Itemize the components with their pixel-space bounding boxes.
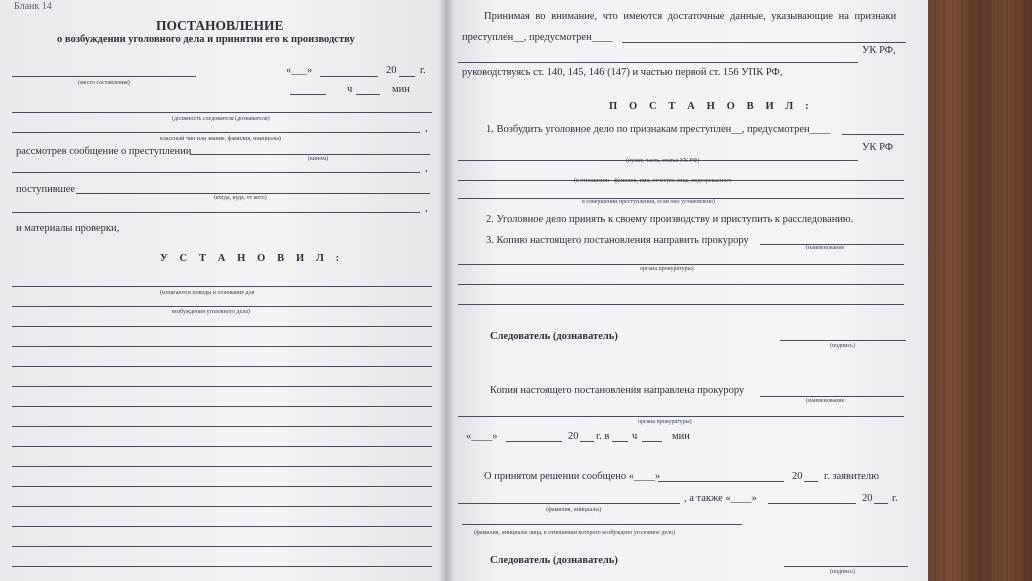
signature-line: [780, 340, 906, 341]
place-caption: (место составления): [78, 80, 130, 86]
comma: ,: [425, 123, 428, 134]
date-year-line: [399, 76, 415, 77]
considered-line: [190, 154, 430, 155]
organ-line: [458, 264, 904, 265]
notified-year-line: [804, 481, 818, 482]
text-line: [12, 506, 432, 507]
crime-caption: в совершении преступления, если оно установлено): [582, 199, 715, 205]
applicant-name-line: [458, 503, 680, 504]
reasons-caption-2: возбуждения уголовного дела): [172, 309, 250, 315]
text-line: [12, 326, 432, 327]
text-line: [12, 466, 432, 467]
text-line: [12, 386, 432, 387]
copy-organ-line: [458, 416, 904, 417]
right-page: [446, 0, 928, 581]
intro-line-3: [458, 62, 858, 63]
copy-hour-unit: ч: [632, 431, 638, 442]
copy-minute-line: [642, 441, 662, 442]
notified-text: О принятом решении сообщено «____»: [484, 471, 661, 482]
intro-line-2-fill: [622, 42, 906, 43]
copy-minute-unit: мин: [672, 431, 690, 442]
text-line: [12, 366, 432, 367]
guided-text: руководствуясь ст. 140, 145, 146 (147) и частью первой ст. 156 УПК РФ,: [462, 67, 783, 78]
text-line: [12, 526, 432, 527]
considered-line-2: [12, 172, 420, 173]
text-line: [12, 566, 432, 567]
received-line-2: [12, 212, 420, 213]
item-2: 2. Уголовное дело принять к своему производству и приступить к расследованию.: [486, 214, 854, 225]
uk-rf-label: УК РФ,: [862, 45, 896, 56]
article-caption: (пункт, часть, статья УК РФ): [626, 158, 700, 164]
copy-year-in: г. в: [596, 431, 610, 442]
item-1: 1. Возбудить уголовное дело по признакам преступлен__, предусмотрен____: [486, 124, 831, 135]
also-month-line: [768, 503, 856, 504]
also-year-line: [874, 503, 888, 504]
document-subtitle: о возбуждении уголовного дела и принятии его к производству: [57, 34, 355, 45]
date-year-prefix: 20: [386, 65, 397, 76]
notified-month-line: [658, 481, 784, 482]
organ-caption: органа прокуратуры): [640, 266, 694, 272]
minute-unit: мин: [392, 84, 410, 95]
investigator-label: Следователь (дознаватель): [490, 331, 618, 342]
copy-date-month-line: [506, 441, 562, 442]
considered-text: рассмотрев сообщение о преступлении: [16, 146, 192, 157]
minute-line: [356, 94, 380, 95]
received-line: [76, 193, 430, 194]
hour-line: [290, 94, 326, 95]
signature-caption: (подпись): [830, 343, 855, 349]
wooden-table-edge: [925, 0, 1032, 581]
rank-line: [12, 132, 420, 133]
applicant-text: г. заявителю: [824, 471, 879, 482]
comma: ,: [425, 163, 428, 174]
rank-caption: классный чин или звание, фамилия, инициалы): [160, 136, 281, 142]
notified-year-prefix: 20: [792, 471, 803, 482]
text-line: [12, 286, 432, 287]
received-text: поступившее: [16, 184, 76, 195]
place-line: [12, 76, 196, 77]
item-1-line: [842, 134, 904, 135]
comma: ,: [425, 203, 428, 214]
organ-caption-2: органа прокуратуры): [638, 419, 692, 425]
form-number: Бланк 14: [14, 1, 52, 12]
when-caption: (когда, куда, от кого): [214, 195, 267, 201]
resolved-heading: П О С Т А Н О В И Л :: [609, 101, 814, 112]
text-line: [12, 446, 432, 447]
materials-text: и материалы проверки,: [16, 223, 120, 234]
accused-line: [462, 524, 742, 525]
by-whom-caption: (кином): [308, 156, 329, 162]
name-caption-2: (наименование: [806, 398, 845, 404]
copy-prosecutor-line: [760, 396, 904, 397]
text-line: [12, 426, 432, 427]
hour-unit: ч: [347, 84, 353, 95]
intro-line-2: преступлен__, предусмотрен____: [462, 32, 613, 43]
reasons-caption: (излагаются поводы и основание для: [160, 290, 255, 296]
date-month-line: [320, 76, 378, 77]
also-year-prefix: 20: [862, 493, 873, 504]
intro-line-1: Принимая во внимание, что имеются достаточные данные, указывающие на признаки: [484, 11, 897, 22]
text-line: [12, 406, 432, 407]
investigator-label-2: Следователь (дознаватель): [490, 555, 618, 566]
copy-year-line: [580, 441, 594, 442]
text-line: [12, 346, 432, 347]
signature-line-2: [784, 566, 908, 567]
text-line: [12, 306, 432, 307]
document-title: ПОСТАНОВЛЕНИЕ: [156, 18, 284, 33]
signature-caption-2: (подпись): [830, 569, 855, 575]
text-line: [12, 546, 432, 547]
copy-sent-text: Копия настоящего постановления направлена прокурору: [490, 385, 745, 396]
copy-year-prefix: 20: [568, 431, 579, 442]
item-3: 3. Копию настоящего постановления направить прокурору: [486, 235, 749, 246]
blank-line: [458, 284, 904, 285]
text-line: [12, 486, 432, 487]
also-year-suffix: г.: [892, 493, 898, 504]
position-caption: (должность следователя (дознавателя): [172, 116, 270, 122]
left-page: [0, 0, 446, 581]
page-fold-shadow: [438, 0, 454, 581]
copy-date-day: «____»: [466, 431, 498, 442]
copy-hour-line: [612, 441, 628, 442]
name-caption: (наименование: [806, 245, 845, 251]
date-day-field: «___»: [286, 65, 313, 76]
established-heading: У С Т А Н О В И Л :: [160, 253, 344, 264]
position-line: [12, 112, 432, 113]
person-caption: (в отношении - фамилия, имя, отчество лица, подозреваемого: [574, 178, 732, 184]
fio-caption: (фамилия, инициалы): [546, 507, 602, 513]
blank-line: [458, 304, 904, 305]
uk-rf-label-2: УК РФ: [862, 142, 894, 153]
date-year-suffix: г.: [420, 65, 426, 76]
fio-caption-2: (фамилия, инициалы лица, в отношении которого возбуждено уголовное дело): [474, 530, 675, 536]
also-text: , а также «____»: [684, 493, 757, 504]
